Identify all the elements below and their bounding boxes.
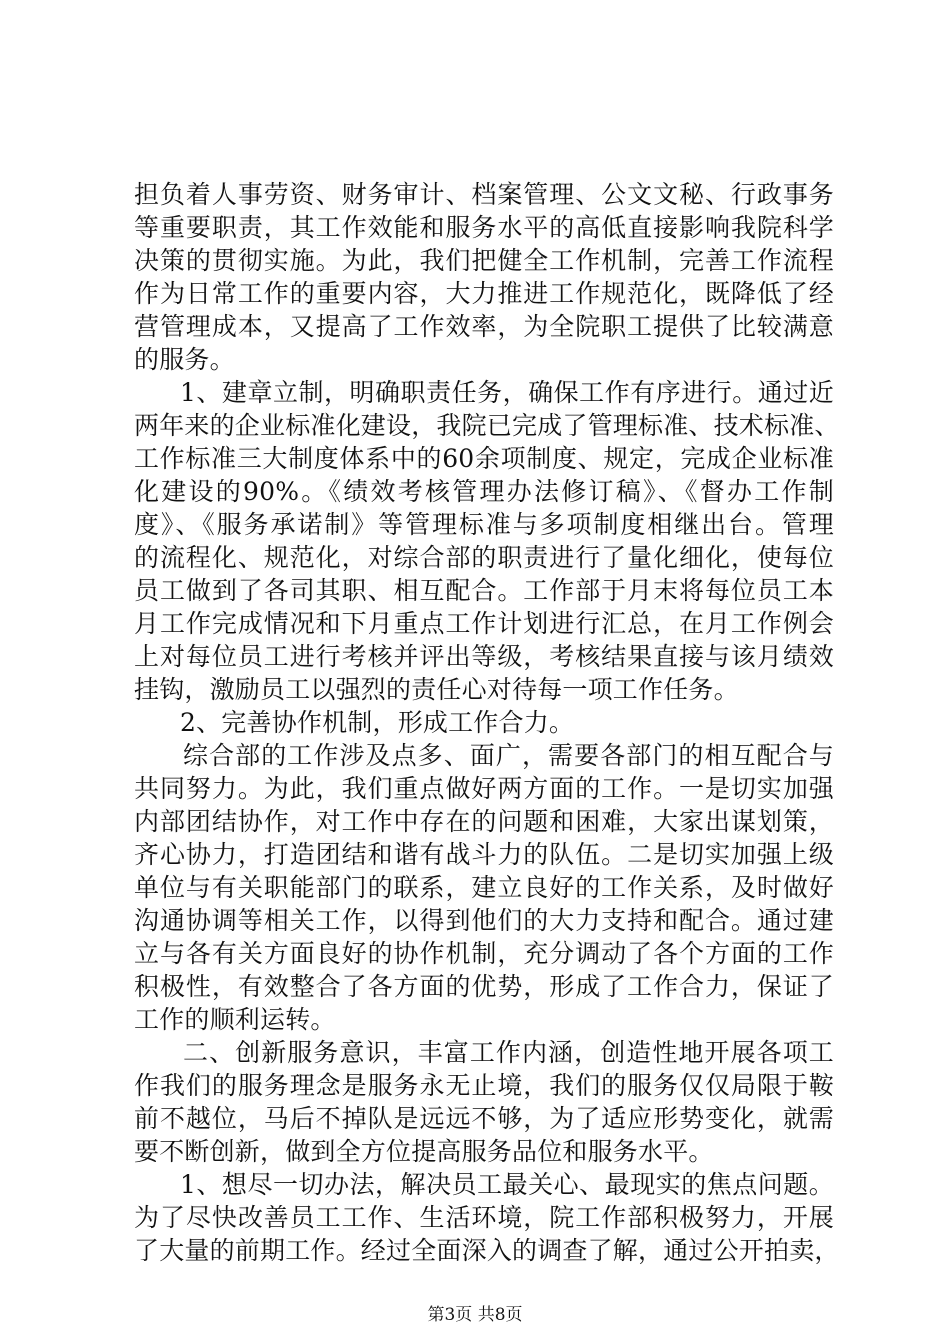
text-line-31: 1、想尽一切办法，解决员工最关心、最现实的焦点问题。 xyxy=(180,1170,834,1199)
text-line-4: 作为日常工作的重要内容，大力推进工作规范化，既降低了经 xyxy=(134,279,834,308)
text-line-8: 两年来的企业标准化建设，我院已完成了管理标准、技术标准、 xyxy=(134,411,840,440)
text-line-3: 决策的贯彻实施。为此，我们把健全工作机制，完善工作流程 xyxy=(134,246,834,275)
text-line-10: 化建设的90%。《绩效考核管理办法修订稿》、《督办工作制 xyxy=(134,477,834,506)
text-line-11: 度》、《服务承诺制》等管理标准与多项制度相继出台。管理 xyxy=(134,510,834,539)
text-line-1: 担负着人事劳资、财务审计、档案管理、公文文秘、行政事务 xyxy=(134,180,834,209)
text-line-28: 作我们的服务理念是服务永无止境，我们的服务仅仅局限于鞍 xyxy=(134,1071,834,1100)
text-line-25: 积极性，有效整合了各方面的优势，形成了工作合力，保证了 xyxy=(134,972,834,1001)
text-line-30: 要不断创新，做到全方位提高服务品位和服务水平。 xyxy=(134,1137,714,1166)
text-line-12: 的流程化、规范化，对综合部的职责进行了量化细化，使每位 xyxy=(134,543,834,572)
text-line-13: 员工做到了各司其职、相互配合。工作部于月末将每位员工本 xyxy=(134,576,834,605)
text-line-2: 等重要职责，其工作效能和服务水平的高低直接影响我院科学 xyxy=(134,213,834,242)
text-line-33: 了大量的前期工作。经过全面深入的调查了解，通过公开拍卖， xyxy=(134,1236,840,1265)
text-line-6: 的服务。 xyxy=(134,345,235,374)
text-line-23: 沟通协调等相关工作，以得到他们的大力支持和配合。通过建 xyxy=(134,906,834,935)
text-line-14: 月工作完成情况和下月重点工作计划进行汇总，在月工作例会 xyxy=(134,609,834,638)
text-line-32: 为了尽快改善员工工作、生活环境，院工作部积极努力，开展 xyxy=(134,1203,834,1232)
text-line-18: 综合部的工作涉及点多、面广，需要各部门的相互配合与 xyxy=(183,741,834,770)
text-line-21: 齐心协力，打造团结和谐有战斗力的队伍。二是切实加强上级 xyxy=(134,840,834,869)
text-line-7: 1、建章立制，明确职责任务，确保工作有序进行。通过近 xyxy=(180,378,834,407)
text-line-26: 工作的顺利运转。 xyxy=(134,1005,336,1034)
text-line-19: 共同努力。为此，我们重点做好两方面的工作。一是切实加强 xyxy=(134,774,834,803)
text-line-27: 二、创新服务意识，丰富工作内涵，创造性地开展各项工 xyxy=(183,1038,834,1067)
text-line-9: 工作标准三大制度体系中的60余项制度、规定，完成企业标准 xyxy=(134,444,834,473)
text-line-5: 营管理成本，又提高了工作效率，为全院职工提供了比较满意 xyxy=(134,312,834,341)
text-line-17: 2、完善协作机制，形成工作合力。 xyxy=(180,708,575,737)
text-line-22: 单位与有关职能部门的联系，建立良好的工作关系，及时做好 xyxy=(134,873,834,902)
text-line-16: 挂钩，激励员工以强烈的责任心对待每一项工作任务。 xyxy=(134,675,739,704)
page-footer: 第3页 共8页 xyxy=(427,1305,523,1325)
text-line-24: 立与各有关方面良好的协作机制，充分调动了各个方面的工作 xyxy=(134,939,834,968)
text-line-15: 上对每位员工进行考核并评出等级，考核结果直接与该月绩效 xyxy=(134,642,834,671)
text-line-29: 前不越位，马后不掉队是远远不够，为了适应形势变化，就需 xyxy=(134,1104,834,1133)
text-line-20: 内部团结协作，对工作中存在的问题和困难，大家出谋划策， xyxy=(134,807,834,836)
